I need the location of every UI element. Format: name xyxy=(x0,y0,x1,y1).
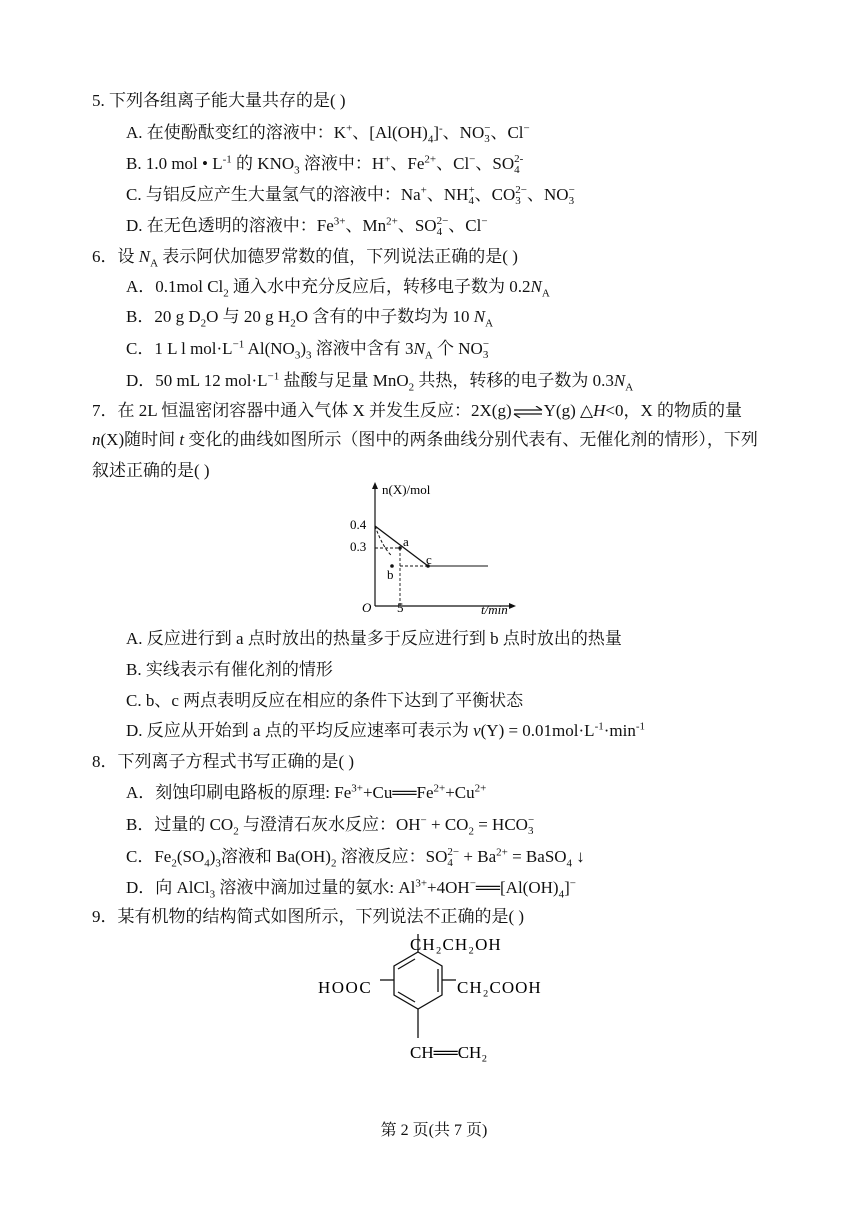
q9-stem: 9．某有机物的结构简式如图所示，下列说法不正确的是( ) xyxy=(92,907,525,926)
q5-option-b: B. 1.0 mol • $L^{-1}$ 的 $KNO_3$ 溶液中：H+、$Fe^{2+}$、Cl−、SO 2- 4 xyxy=(126,153,524,177)
q6-stem: 6．设 $N_A$ 表示阿伏加德罗常数的值，下列说法正确的是( ) xyxy=(92,247,518,270)
origin-label: O xyxy=(362,600,372,615)
q7-option-b: B. 实线表示有催化剂的情形 xyxy=(126,660,333,679)
q9-structure xyxy=(300,928,580,1073)
q5-option-c: C. 与铝反应产生大量氢气的溶液中：Na+、NH + 4 、CO 2− 3 、NO − 3 xyxy=(126,184,575,208)
point-a xyxy=(398,546,402,550)
substituent-bottom: CH══CH₂ xyxy=(410,1043,488,1062)
q7-option-d: D. 反应从开始到 a 点的平均反应速率可表示为 $v(Y) = 0.01mol\cdot L^{-1}\cdot\min^{-1}$ xyxy=(126,720,646,740)
point-b-label: b xyxy=(387,567,394,582)
q6-option-c: C．1 L l $mol\cdot L^{-1}$ $Al(NO_3)_3$ 溶液中含有 $3N_A$ 个 NO − 3 xyxy=(126,338,490,362)
q8-option-c: C．$Fe_2(SO_4)_3$溶液和 $Ba(OH)_2$ 溶液反应：SO 2− 4 + $Ba^{2+}$ = BaSO$_4$ ↓ xyxy=(126,846,585,870)
q8-stem: 8．下列离子方程式书写正确的是( ) xyxy=(92,752,355,771)
solid-curve xyxy=(375,526,428,566)
q6-option-b: B．20 g $D_2O$ 与 20 g $H_2O$ 含有的中子数均为 10 $N_A$ xyxy=(126,307,494,330)
point-a-label: a xyxy=(403,534,409,549)
q6-option-d: D．50 mL 12 $mol\cdot L^{-1}$ 盐酸与足量 MnO$_2$ 共热，转移的电子数为 $0.3N_A$ xyxy=(126,370,634,394)
y-tick-0.3: 0.3 xyxy=(350,539,367,554)
q6-option-a: A．0.1mol $Cl_2$ 通入水中充分反应后，转移电子数为 $0.2N_A$ xyxy=(126,277,550,300)
q5-option-a: A. 在使酚酞变红的溶液中：K+、$[Al(OH)_4]^-$、NO − 3 、Cl− xyxy=(126,122,530,146)
substituent-right: CH₂COOH xyxy=(457,978,542,997)
x-axis-label: t/min xyxy=(481,602,508,617)
y-axis xyxy=(372,482,378,606)
q7-option-a: A. 反应进行到 a 点时放出的热量多于反应进行到 b 点时放出的热量 xyxy=(126,629,622,648)
equilibrium-arrow-icon xyxy=(512,406,544,418)
substituent-left: HOOC xyxy=(318,978,373,997)
q7-graph xyxy=(340,478,530,618)
point-c-label: c xyxy=(426,552,432,567)
q7-option-c: C. b、c 两点表明反应在相应的条件下达到了平衡状态 xyxy=(126,691,524,710)
q7-stem-line3: 叙述正确的是( ) xyxy=(92,461,210,480)
dashed-curve xyxy=(375,526,392,556)
q5-stem: 5. 下列各组离子能大量共存的是( ) xyxy=(92,91,346,110)
x-tick-5: 5 xyxy=(397,600,404,615)
q5-option-d: D. 在无色透明的溶液中：$Fe^{3+}$、$Mn^{2+}$、SO 2− 4 、Cl− xyxy=(126,215,488,239)
y-tick-0.4: 0.4 xyxy=(350,517,367,532)
q7-stem-line2: n(X)随时间 t 变化的曲线如图所示（图中的两条曲线分别代表有、无催化剂的情形），下列 xyxy=(92,430,758,449)
q7-stem-line1: 7．在 2L 恒温密闭容器中通入气体 X 并发生反应：2X(g) Y(g) △H<0，X 的物质的量 xyxy=(92,401,742,420)
benzene-ring xyxy=(394,952,442,1009)
q8-option-b: B．过量的 $CO_2$ 与澄清石灰水反应：$OH^- + CO_2$ = HCO − 3 xyxy=(126,814,535,838)
y-axis-label: n(X)/mol xyxy=(382,482,431,497)
page-footer: 第 2 页(共 7 页) xyxy=(380,1122,488,1139)
substituent-top: CH₂CH₂OH xyxy=(410,935,502,954)
q8-option-d: D．向 AlCl$_3$ 溶液中滴加过量的氨水: $Al^{3+}+4OH^-══[Al(OH)_4]^-$ xyxy=(126,877,576,901)
q8-option-a: A．刻蚀印刷电路板的原理: $Fe^{3+}+Cu══Fe^{2+}+Cu^{2+}$ xyxy=(126,782,487,802)
